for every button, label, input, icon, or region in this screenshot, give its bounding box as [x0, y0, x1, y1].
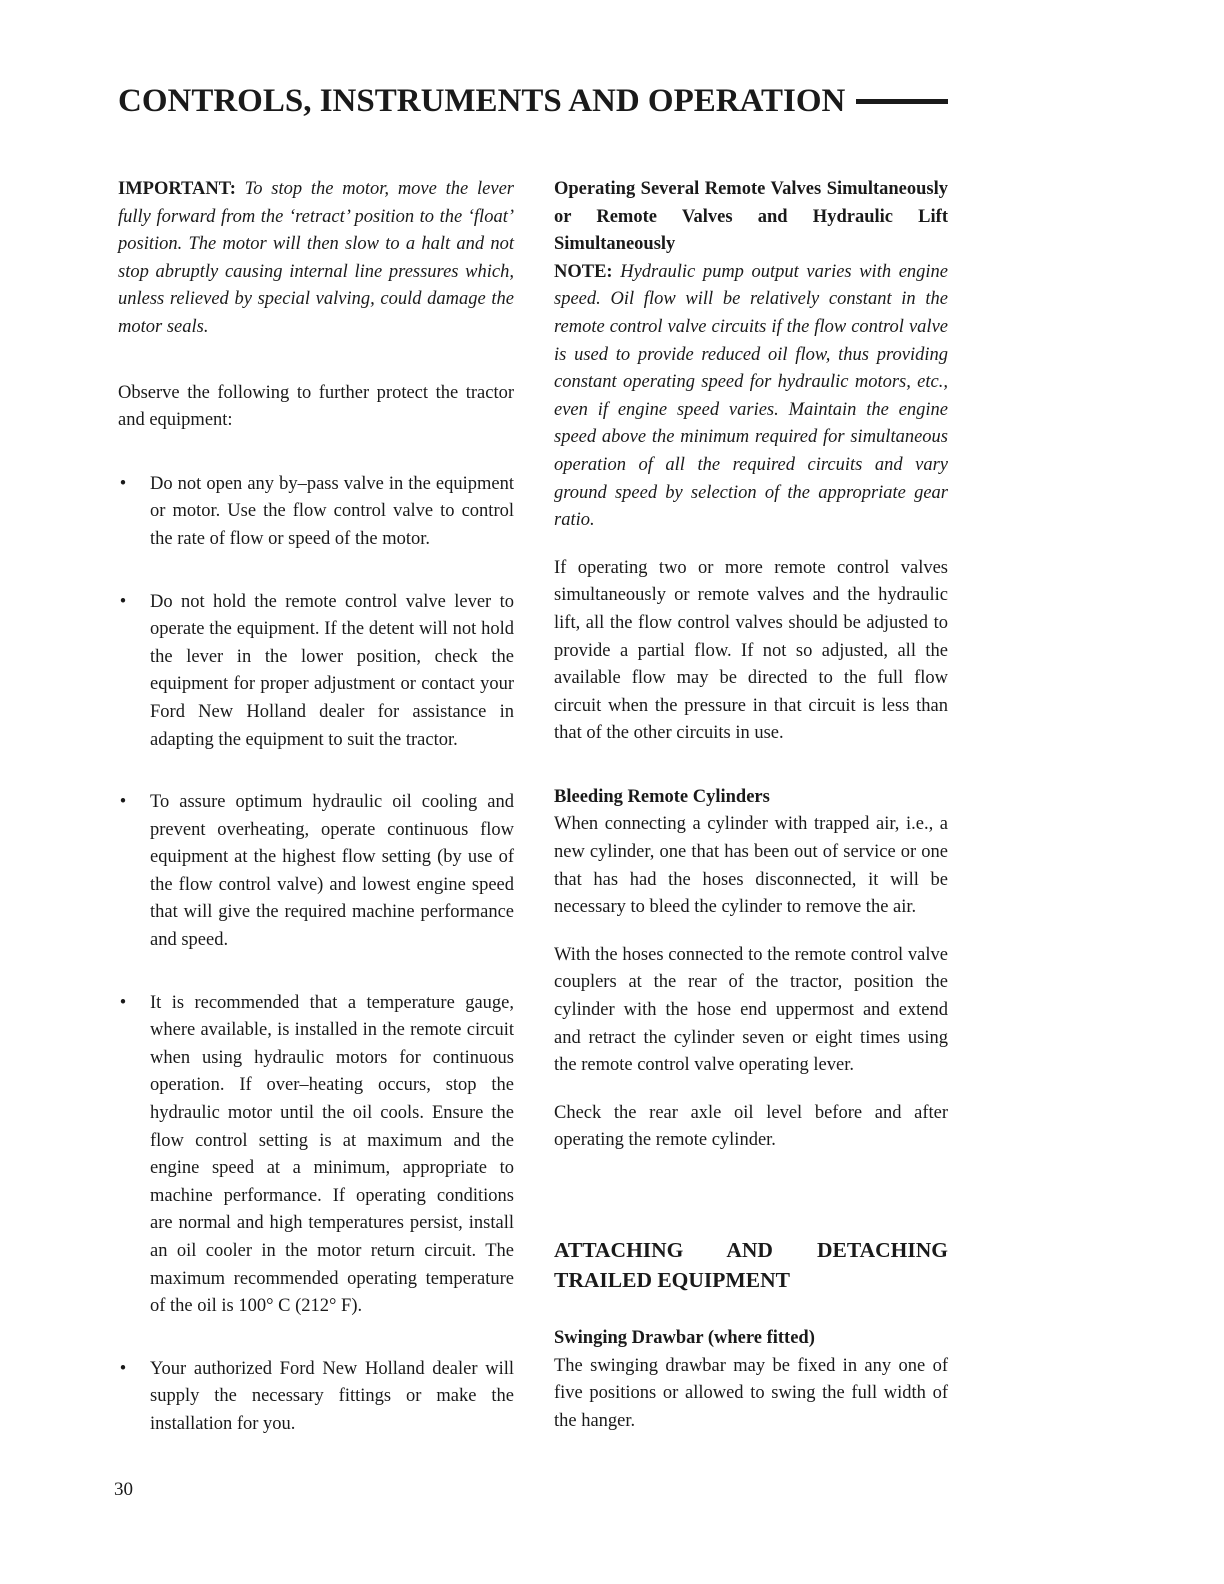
swinging-drawbar-paragraph: The swinging drawbar may be fixed in any one of five positions or allowed to swing the full width of the hanger.: [554, 1355, 948, 1431]
header-rule: [856, 99, 948, 104]
observe-paragraph: Observe the following to further protect the tractor and equipment:: [118, 382, 514, 431]
bullet-icon: •: [119, 1358, 127, 1379]
list-item-text: Do not hold the remote control valve lever to operate the equipment. If the detent will not hold the lever in the lower position, check the equipment for proper adjustment or contact your Ford New Holland dealer for assistance in adapting the equipment to suit the tractor.: [150, 591, 514, 750]
important-text: To stop the motor, move the lever fully forward from the ‘retract’ position to the ‘float’ position. The motor will then slow to a halt and not stop abruptly causing internal line pressures which, unless relieved by special valving, could damage the motor seals.: [118, 179, 514, 337]
list-item-text: Your authorized Ford New Holland dealer will supply the necessary fittings or make the installation for you.: [150, 1358, 514, 1434]
page-header: [118, 78, 958, 128]
page-number: 30: [114, 1479, 133, 1500]
note-label: NOTE:: [554, 261, 613, 282]
list-item-text: Do not open any by–pass valve in the equipment or motor. Use the flow control valve to control the rate of flow or speed of the motor.: [150, 473, 514, 549]
bullet-icon: •: [119, 473, 127, 494]
bullet-icon: •: [119, 792, 127, 813]
bullet-icon: •: [119, 992, 127, 1013]
swinging-drawbar-heading: Swinging Drawbar (where fitted): [554, 1328, 815, 1348]
list-item: [118, 589, 514, 755]
several-valves-heading: Operating Several Remote Valves Simultaneously or Remote Valves and Hydraulic Lift Simultaneously: [554, 179, 948, 255]
right-column: [554, 176, 948, 1435]
important-label: IMPORTANT:: [118, 179, 236, 199]
note-paragraph: [554, 259, 948, 535]
list-item-text: To assure optimum hydraulic oil cooling and prevent overheating, operate continuous flow equipment at the highest flow setting (by use of the flow control valve) and lowest engine speed that will give the required machine performance and speed.: [150, 792, 514, 951]
list-item: [118, 789, 514, 955]
important-paragraph: [118, 176, 514, 342]
bleeding-heading: Bleeding Remote Cylinders: [554, 786, 770, 807]
list-item: [118, 471, 514, 554]
bleeding-paragraph-2: With the hoses connected to the remote control valve couplers at the rear of the tractor, position the cylinder with the hose end uppermost and extend and retract the cylinder seven or eight times using the remote control valve operating lever.: [554, 944, 948, 1076]
bleeding-paragraph-3: Check the rear axle oil level before and after operating the remote cylinder.: [554, 1102, 948, 1151]
list-item-text: It is recommended that a temperature gauge, where available, is installed in the remote circuit when using hydraulic motors for continuous operation. If over–heating occurs, stop the hydraulic motor until the oil cools. Ensure the flow control setting is at maximum and the engine speed at a minimum, appropriate to machine performance. If operating conditions are normal and high temperatures persist, install an oil cooler in the motor return circuit. The maximum recommended operating temperature of the oil is 100° C (212° F).: [150, 992, 514, 1317]
list-item: [118, 1356, 514, 1439]
precaution-list: [118, 471, 514, 1439]
bullet-icon: •: [119, 591, 127, 612]
attaching-heading: ATTACHING AND DETACHING TRAILED EQUIPMENT: [554, 1238, 948, 1292]
bleeding-paragraph-1: When connecting a cylinder with trapped air, i.e., a new cylinder, one that has been out of service or one that has had the hoses disconnected, it will be necessary to bleed the cylinder to remove the air.: [554, 814, 948, 918]
section-title: CONTROLS, INSTRUMENTS AND OPERATION: [118, 83, 846, 119]
several-valves-paragraph: If operating two or more remote control valves simultaneously or remote valves and the hydraulic lift, all the flow control valves should be adjusted to provide a partial flow. If not so adjusted, all the available flow may be directed to the full flow circuit when the pressure in that circuit is less than that of the other circuits in use.: [554, 557, 948, 744]
left-column: [118, 176, 514, 1439]
note-text: Hydraulic pump output varies with engine speed. Oil flow will be relatively constant in the remote control valve circuits if the flow control valve is used to provide reduced oil flow, thus providing constant operating speed for hydraulic motors, etc., even if engine speed varies. Maintain the engine speed above the minimum required for simultaneous operation of all the required circuits and vary ground speed by selection of the appropriate gear ratio.: [554, 261, 949, 531]
list-item: [118, 990, 514, 1321]
